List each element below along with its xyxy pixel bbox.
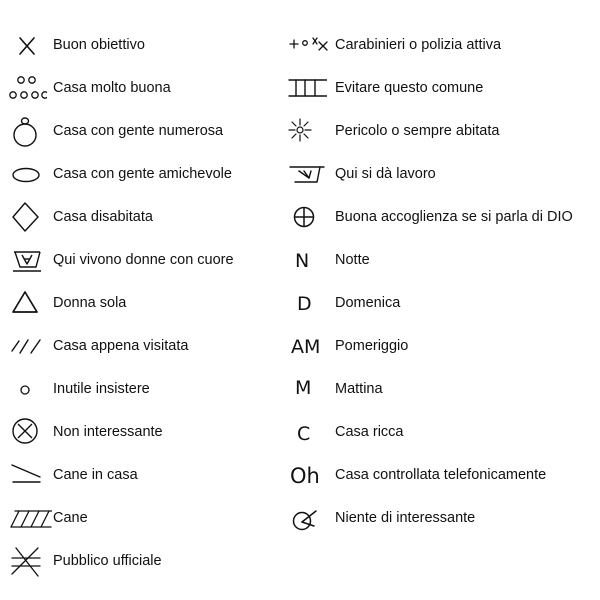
letter-c-icon — [285, 415, 321, 451]
diamond-icon — [10, 200, 46, 236]
slash-marks-icon — [10, 329, 46, 365]
letters-oh-icon — [285, 458, 321, 494]
circle-with-loop-icon — [10, 114, 46, 150]
legend-label: Donna sola — [53, 295, 127, 311]
svg-text:N: N — [295, 250, 310, 272]
heart-box-icon — [10, 243, 46, 279]
hammer-box-icon — [285, 157, 321, 193]
legend-label: Casa molto buona — [53, 80, 171, 96]
legend-label: Pericolo o sempre abitata — [335, 123, 500, 139]
legend-label: Qui vivono donne con cuore — [53, 252, 234, 268]
legend-label: Pomeriggio — [335, 338, 409, 354]
legend-label: Domenica — [335, 295, 401, 311]
fence-icon — [285, 71, 321, 107]
legend-label: Buona accoglienza se si parla di DIO — [335, 209, 573, 225]
circled-plus-icon — [285, 200, 321, 236]
legend-label: Cane in casa — [53, 467, 138, 483]
legend-label: Casa con gente numerosa — [53, 123, 224, 139]
svg-text:AM: AM — [291, 336, 321, 358]
crossed-lines-icon — [10, 544, 46, 580]
legend-label: Casa con gente amichevole — [53, 166, 232, 182]
slanted-line-icon — [10, 458, 46, 494]
legend-label: Casa controllata telefonicamente — [335, 467, 547, 483]
legend-label: Evitare questo comune — [335, 80, 484, 96]
letters-am-icon — [285, 329, 321, 365]
svg-text:C: C — [297, 423, 311, 445]
plus-circle-x-icon — [285, 28, 321, 64]
legend-label: Pubblico ufficiale — [53, 553, 162, 569]
legend-label: Inutile insistere — [53, 381, 150, 397]
x-cross-icon — [10, 28, 46, 64]
letter-n-icon — [285, 243, 321, 279]
circles-cluster-icon — [5, 71, 41, 107]
circle-arrow-icon — [285, 501, 321, 537]
letter-m-icon — [285, 372, 321, 408]
legend-label: Cane — [53, 510, 88, 526]
svg-text:D: D — [297, 293, 312, 315]
legend-label: Qui si dà lavoro — [335, 166, 436, 182]
legend-label: Niente di interessante — [335, 510, 476, 526]
legend-label: Casa disabitata — [53, 209, 153, 225]
triangle-icon — [10, 286, 46, 322]
star-burst-icon — [285, 114, 321, 150]
svg-text:Oh: Oh — [290, 464, 320, 488]
small-circle-icon — [10, 372, 46, 408]
legend-label: Casa appena visitata — [53, 338, 189, 354]
legend-label: Carabinieri o polizia attiva — [335, 37, 502, 53]
legend-label: Mattina — [335, 381, 383, 397]
ellipse-icon — [10, 157, 46, 193]
legend-label: Non interessante — [53, 424, 163, 440]
hatched-bar-icon — [6, 501, 42, 537]
legend-label: Casa ricca — [335, 424, 404, 440]
svg-text:M: M — [295, 377, 312, 399]
legend-label: Buon obiettivo — [53, 37, 145, 53]
legend-label: Notte — [335, 252, 370, 268]
letter-d-icon — [285, 286, 321, 322]
circled-x-icon — [10, 415, 46, 451]
